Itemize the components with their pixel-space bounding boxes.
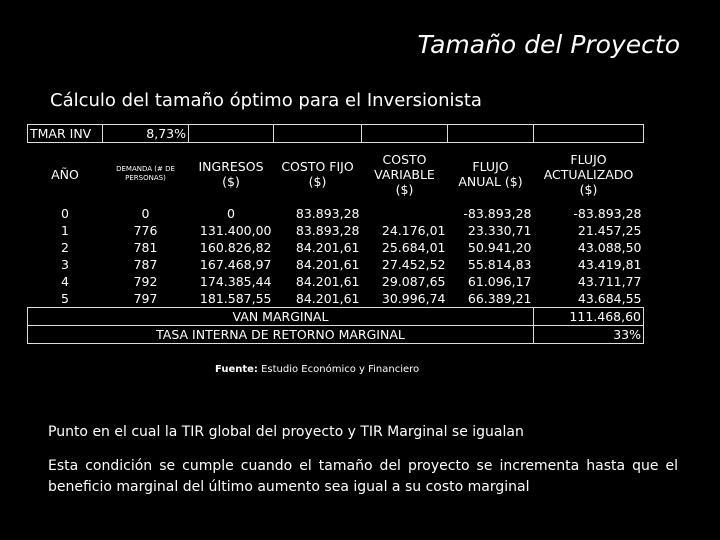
paragraph-tir: Punto en el cual la TIR global del proyecto y TIR Marginal se igualan	[48, 424, 524, 440]
cell-costo-variable: 25.684,01	[381, 240, 446, 255]
cell-flujo-actualizado: -83.893,28	[573, 206, 642, 221]
tir-marginal-value: 33%	[534, 326, 644, 344]
cell-ingresos: 0	[227, 206, 235, 221]
cell-flujo-actualizado: 43.711,77	[577, 274, 642, 289]
cell-ingresos: 174.385,44	[199, 274, 272, 289]
cell-flujo-anual: 23.330,71	[467, 223, 532, 238]
cell-ingresos: 167.468,97	[199, 257, 272, 272]
header-costo-fijo: COSTO FIJO ($)	[281, 159, 354, 189]
cell-demanda: 776	[133, 223, 158, 238]
cell-costo-fijo: 84.201,61	[295, 291, 360, 306]
cell-flujo-actualizado: 21.457,25	[577, 223, 642, 238]
cell-flujo-anual: 61.096,17	[467, 274, 532, 289]
cell-costo-variable: 27.452,52	[381, 257, 446, 272]
cell-demanda: 797	[133, 291, 158, 306]
source-text: Estudio Económico y Financiero	[257, 364, 420, 375]
cell-costo-variable	[362, 205, 448, 222]
cell-costo-fijo: 84.201,61	[295, 240, 360, 255]
tmar-value: 8,73%	[103, 125, 189, 143]
cell-costo-fijo: 83.893,28	[295, 223, 360, 238]
cell-anio: 1	[61, 223, 69, 238]
header-ingresos: INGRESOS ($)	[198, 159, 264, 189]
table-row	[28, 239, 644, 256]
cell-ingresos: 181.587,55	[199, 291, 272, 306]
cell-anio: 4	[61, 274, 69, 289]
cell-costo-variable: 24.176,01	[381, 223, 446, 238]
cell-anio: 0	[61, 206, 69, 221]
table-row	[28, 290, 644, 308]
cell-anio: 5	[61, 291, 69, 306]
source-note	[215, 364, 419, 375]
header-anio: AÑO	[51, 166, 79, 182]
cell-demanda: 0	[141, 206, 150, 221]
cell-costo-fijo: 84.201,61	[295, 274, 360, 289]
size-calculation-table	[27, 124, 643, 354]
van-marginal-value: 111.468,60	[534, 308, 644, 326]
table-row	[28, 273, 644, 290]
cell-anio: 3	[61, 257, 69, 272]
cell-costo-fijo: 83.893,28	[295, 206, 360, 221]
table-row	[28, 222, 644, 239]
cell-demanda: 781	[133, 240, 158, 255]
cell-ingresos: 160.826,82	[199, 240, 272, 255]
cell-flujo-actualizado: 43.088,50	[577, 240, 642, 255]
page-subtitle: Cálculo del tamaño óptimo para el Inversionista	[50, 90, 482, 111]
cell-demanda: 787	[133, 257, 158, 272]
cell-flujo-anual: 66.389,21	[467, 291, 532, 306]
header-flujo-anual: FLUJO ANUAL ($)	[458, 159, 523, 189]
header-flujo-actualizado: FLUJO ACTUALIZADO ($)	[543, 151, 634, 197]
cell-flujo-actualizado: 43.419,81	[577, 257, 642, 272]
table-row	[28, 205, 644, 222]
source-label: Fuente:	[215, 364, 258, 375]
cell-flujo-anual: 55.814,83	[467, 257, 532, 272]
header-costo-variable: COSTO VARIABLE ($)	[374, 151, 435, 197]
table-row	[28, 256, 644, 273]
cell-costo-fijo: 84.201,61	[295, 257, 360, 272]
cell-flujo-anual: 50.941,20	[467, 240, 532, 255]
cell-flujo-anual: -83.893,28	[463, 206, 532, 221]
header-demanda: DEMANDA (# DE PERSONAS)	[116, 165, 175, 182]
van-marginal-label: VAN MARGINAL	[28, 308, 534, 326]
cell-costo-variable: 30.996,74	[381, 291, 446, 306]
tir-marginal-label: TASA INTERNA DE RETORNO MARGINAL	[28, 326, 534, 344]
cell-ingresos: 131.400,00	[199, 223, 272, 238]
page-title: Tamaño del Proyecto	[417, 30, 680, 59]
cell-anio: 2	[61, 240, 69, 255]
paragraph-condition: Esta condición se cumple cuando el tamaño del proyecto se incrementa hasta que el beneficio marginal del último aumento sea igual a su costo marginal	[48, 458, 678, 495]
tmar-label: TMAR INV	[28, 125, 103, 143]
cell-flujo-actualizado: 43.684,55	[577, 291, 642, 306]
cell-demanda: 792	[133, 274, 158, 289]
cell-costo-variable: 29.087,65	[381, 274, 446, 289]
